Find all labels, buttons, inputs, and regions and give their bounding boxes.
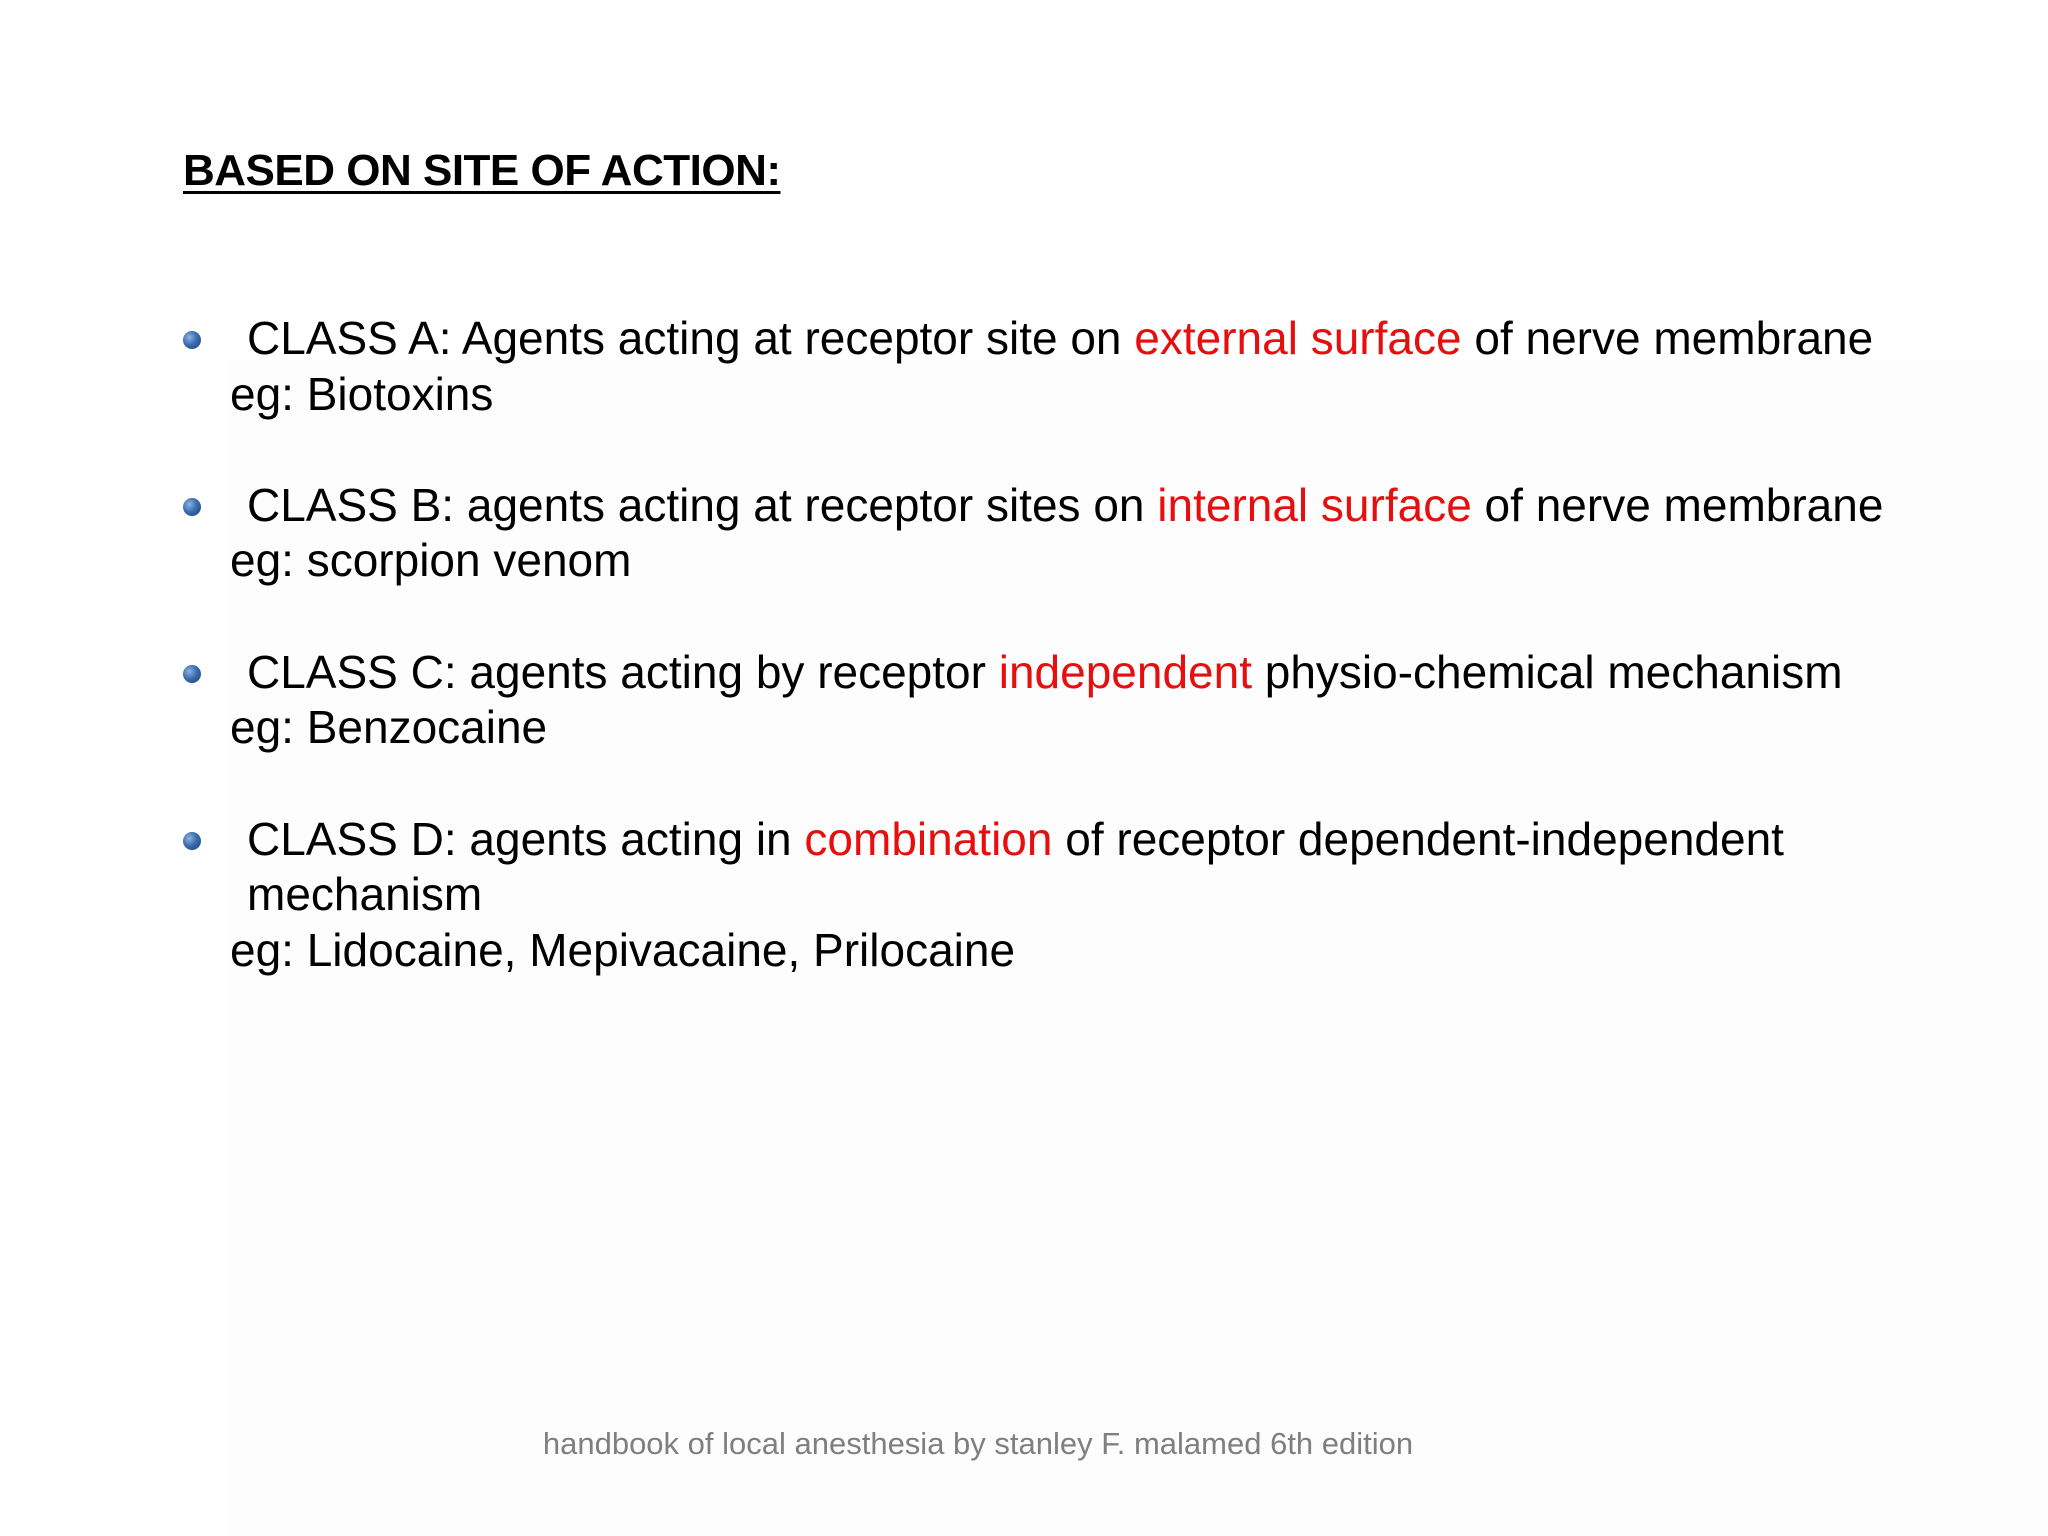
bullet-icon	[183, 331, 201, 349]
source-citation-text: handbook of local anesthesia by stanley F. malamed 6th edition	[542, 1426, 1414, 1461]
class-a-highlight: external surface	[1134, 312, 1462, 364]
class-b-highlight: internal surface	[1157, 479, 1472, 531]
class-b-text-end: of nerve membrane	[1471, 479, 1884, 531]
class-c-text-end: physio-chemical mechanism	[1251, 646, 1843, 698]
bullet-icon	[183, 498, 201, 516]
bullet-icon	[183, 832, 201, 850]
class-a-text: CLASS A: Agents acting at receptor site on	[247, 312, 1135, 364]
bullet-icon	[183, 665, 201, 683]
class-b-text: CLASS B: agents acting at receptor sites on	[247, 479, 1158, 531]
class-c-highlight: independent	[998, 646, 1252, 698]
class-a-example: eg: Biotoxins	[230, 368, 494, 420]
class-d-example: eg: Lidocaine, Mepivacaine, Prilocaine	[230, 924, 1016, 976]
class-d-text: CLASS D: agents acting in	[247, 813, 805, 865]
class-c-description	[247, 644, 1843, 700]
class-a-description	[247, 310, 1873, 366]
source-citation	[0, 1426, 2048, 1462]
class-c-text: CLASS C: agents acting by receptor	[247, 646, 999, 698]
class-b-example: eg: scorpion venom	[230, 534, 632, 586]
class-b-description	[247, 477, 1883, 533]
class-d-text-end: of receptor dependent-independent	[1052, 813, 1784, 865]
class-d-highlight: combination	[804, 813, 1053, 865]
class-d-description	[247, 811, 1784, 867]
class-c-example: eg: Benzocaine	[230, 701, 548, 753]
slide-heading: BASED ON SITE OF ACTION:	[183, 146, 781, 195]
class-a-text-end: of nerve membrane	[1461, 312, 1874, 364]
class-d-continuation: mechanism	[247, 868, 483, 920]
